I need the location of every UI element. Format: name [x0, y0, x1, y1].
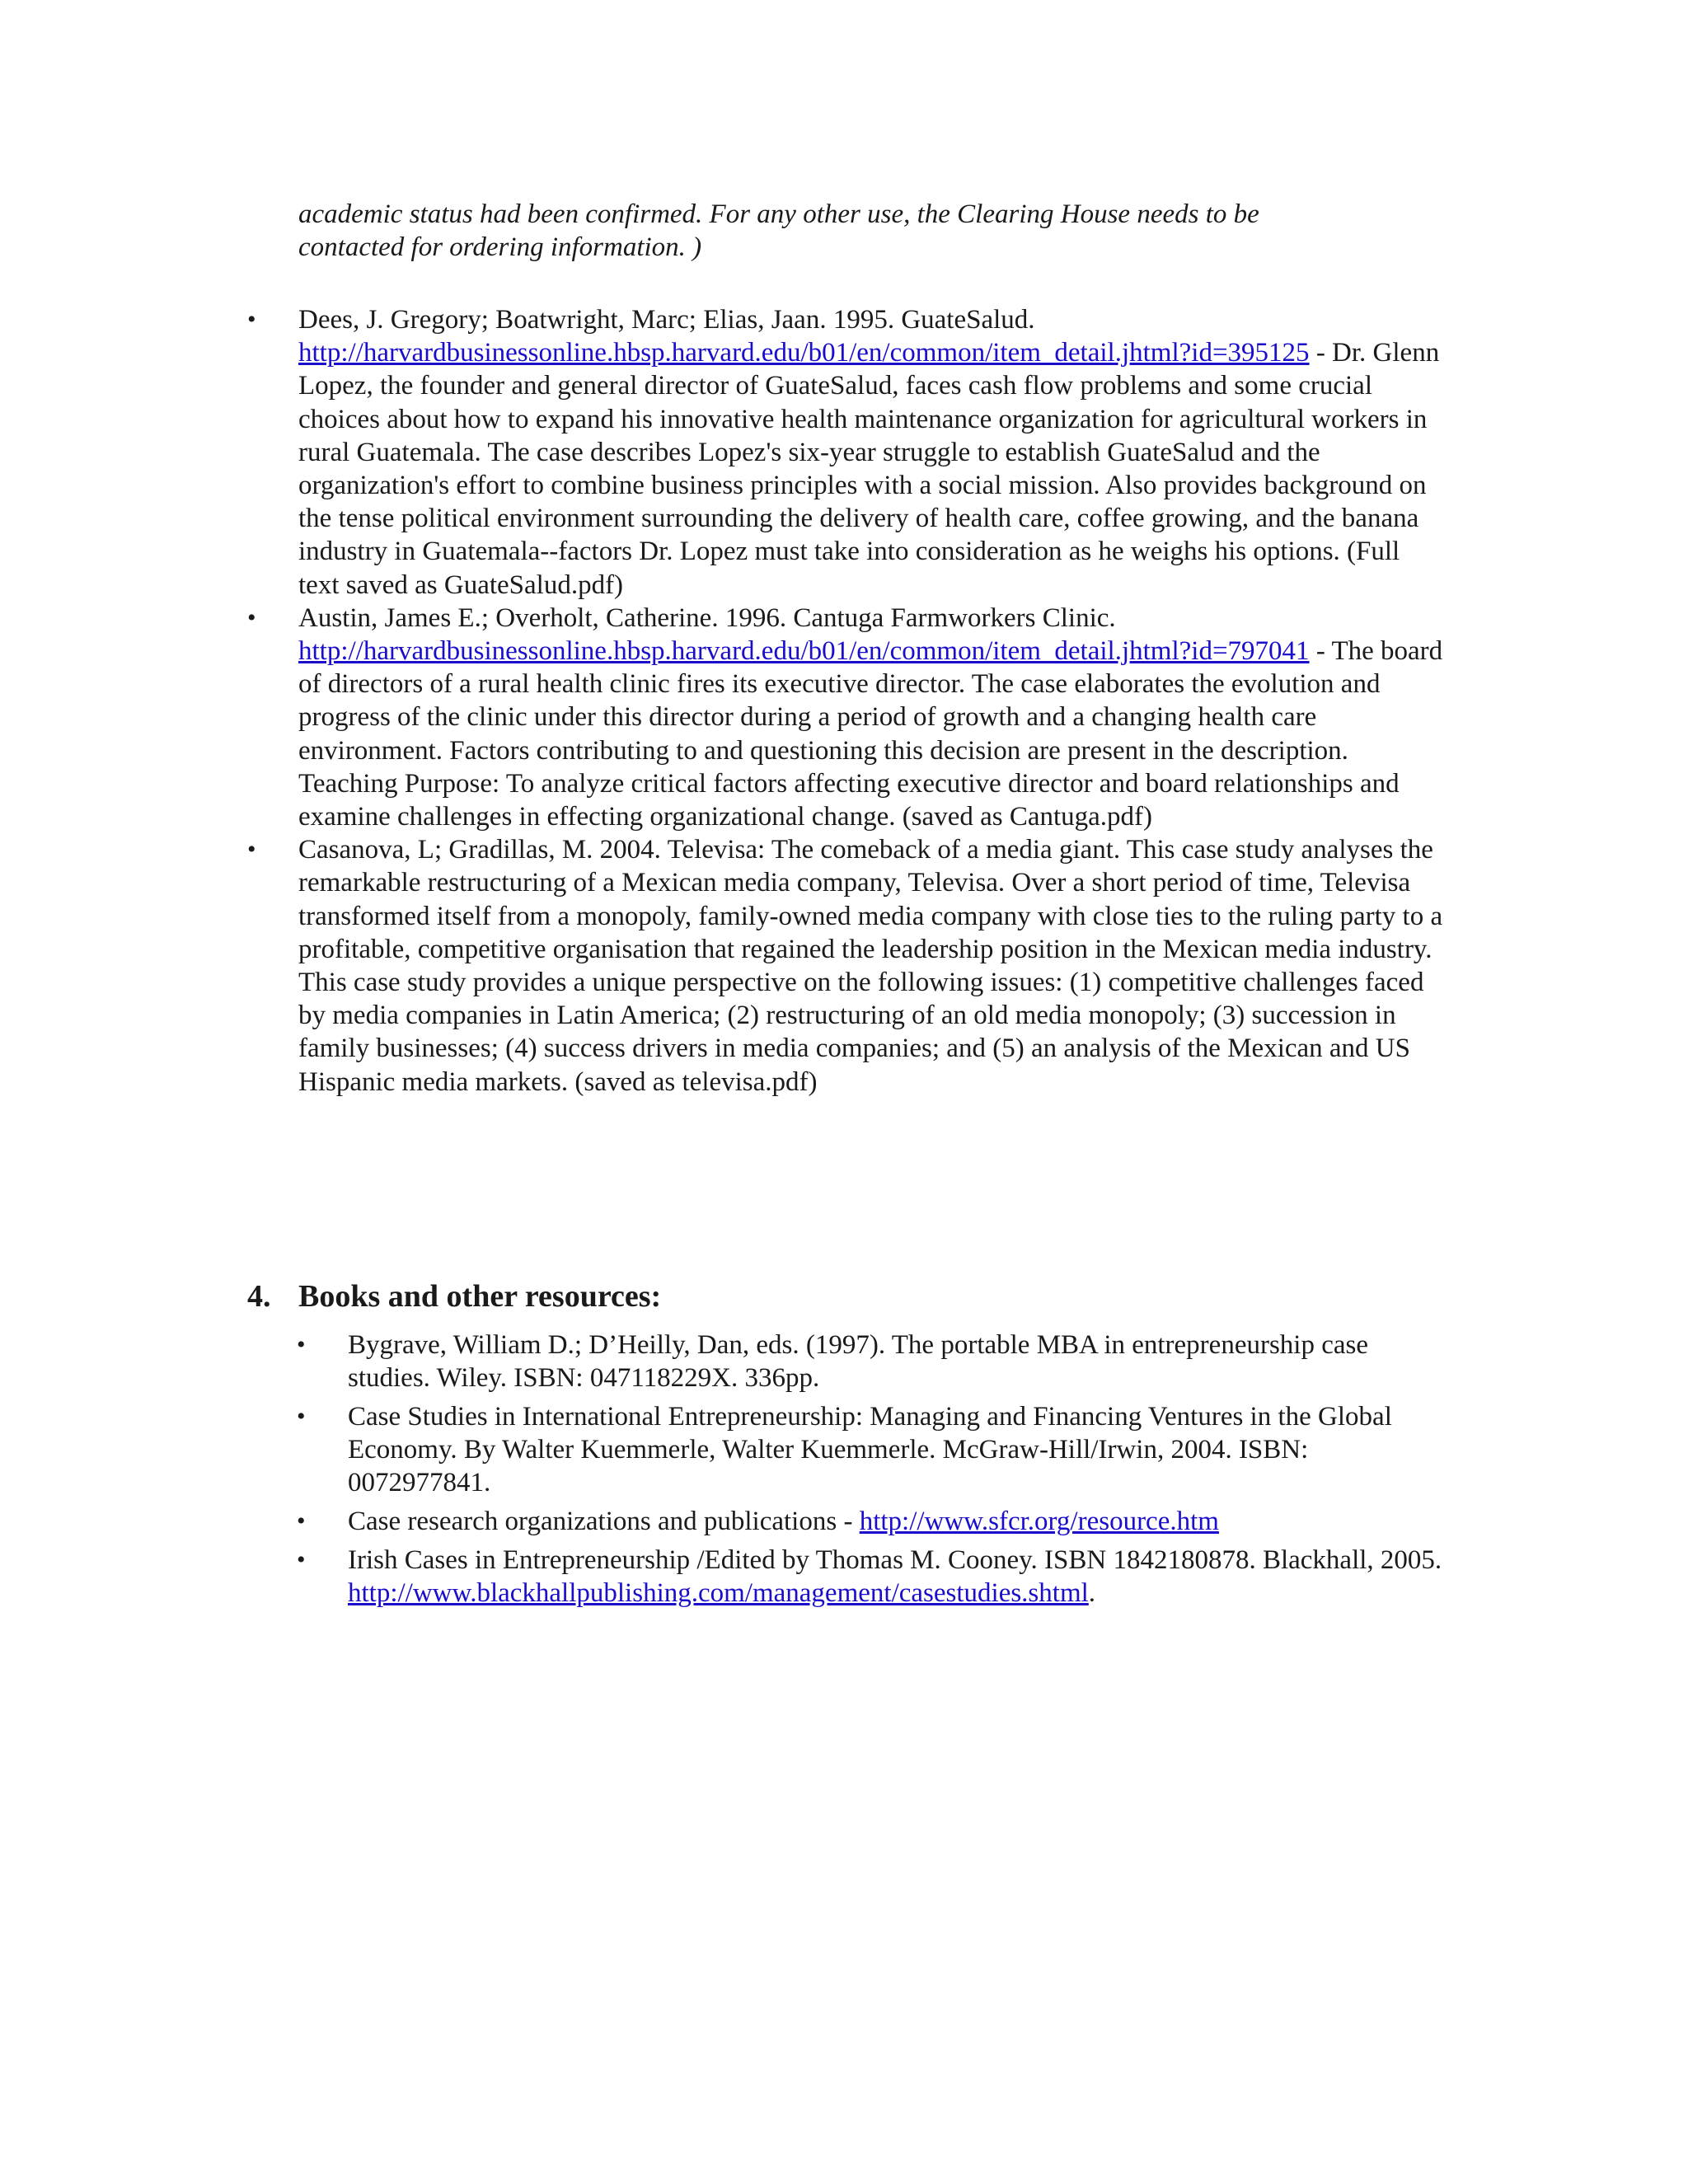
- section-number: 4.: [247, 1279, 271, 1314]
- book-text: Bygrave, William D.; D’Heilly, Dan, eds. (1997). The portable MBA in entrepreneurship case studies. Wiley. ISBN: 047118229X. 336pp.: [348, 1330, 1368, 1393]
- case-item-televisa: [247, 833, 1444, 1099]
- case-list: [247, 303, 1444, 1099]
- bullet-icon: •: [297, 1546, 306, 1573]
- book-item-portable-mba: [297, 1329, 1452, 1394]
- books-list: [297, 1329, 1452, 1615]
- book-item-case-research: [297, 1505, 1452, 1538]
- case-item-guatesalud: [247, 303, 1444, 602]
- section-title: Books and other resources:: [298, 1279, 662, 1314]
- section-heading-books: [247, 1277, 661, 1315]
- case-citation: Casanova, L; Gradillas, M. 2004. Televisa: The comeback of a media giant. This case study analyses the remarkable restructuring of a Mexican media company, Televisa. Over a short period of time, Televisa transformed itself from a monopoly, family-owned media company with close ties to the ruling party to a profitable, competitive organisation that regained the leadership position in the Mexican media industry. This case study provides a unique perspective on the following issues: (1) competitive challenges faced by media companies in Latin America; (2) restructuring of an old media monopoly; (3) succession in family businesses; (4) success drivers in media companies; and (5) an analysis of the Mexican and US Hispanic media markets. (saved as televisa.pdf): [298, 835, 1443, 1097]
- bullet-icon: •: [247, 836, 256, 864]
- bullet-icon: •: [297, 1507, 306, 1535]
- case-description: - The board of directors of a rural health clinic fires its executive director. The case elaborates the evolution and progress of the clinic under this director during a period of growth and a changing health care environment. Factors contributing to and questioning this decision are present in the description. Teaching Purpose: To analyze critical factors affecting executive director and board relationships and examine challenges in effecting organizational change. (saved as Cantuga.pdf): [298, 636, 1443, 832]
- case-link[interactable]: http://harvardbusinessonline.hbsp.harvard.edu/b01/en/common/item_detail.jhtml?id=797041: [298, 636, 1310, 667]
- book-item-irish-cases: [297, 1544, 1452, 1610]
- bullet-icon: •: [247, 603, 256, 631]
- book-text: Case Studies in International Entrepreneurship: Managing and Financing Ventures in the Global Economy. By Walter Kuemmerle, Walter Kuemmerle. McGraw-Hill/Irwin, 2004. ISBN: 0072977841.: [348, 1402, 1392, 1497]
- case-citation: Dees, J. Gregory; Boatwright, Marc; Elias, Jaan. 1995. GuateSalud.: [298, 305, 1035, 335]
- bullet-icon: •: [297, 1403, 306, 1430]
- book-link[interactable]: http://www.blackhallpublishing.com/management/casestudies.shtml: [348, 1578, 1089, 1608]
- case-link[interactable]: http://harvardbusinessonline.hbsp.harvard.edu/b01/en/common/item_detail.jhtml?id=395125: [298, 338, 1310, 368]
- book-text: Irish Cases in Entrepreneurship /Edited by Thomas M. Cooney. ISBN 1842180878. Blackhall, 2005.: [348, 1545, 1442, 1575]
- case-citation: Austin, James E.; Overholt, Catherine. 1996. Cantuga Farmworkers Clinic.: [298, 602, 1116, 633]
- intro-note: [298, 198, 1436, 264]
- book-text: Case research organizations and publications -: [348, 1507, 860, 1536]
- bullet-icon: •: [297, 1331, 306, 1358]
- book-item-international-entrepreneurship: [297, 1400, 1452, 1499]
- intro-line-2: contacted for ordering information. ): [298, 232, 702, 262]
- bullet-icon: •: [247, 306, 256, 333]
- book-link[interactable]: http://www.sfcr.org/resource.htm: [859, 1507, 1219, 1536]
- case-description: - Dr. Glenn Lopez, the founder and general director of GuateSalud, faces cash flow problems and some crucial choices about how to expand his innovative health maintenance organization for agricultural workers in rural Guatemala. The case describes Lopez's six-year struggle to establish GuateSalud and the organization's effort to combine business principles with a social mission. Also provides background on the tense political environment surrounding the delivery of health care, coffee growing, and the banana industry in Guatemala--factors Dr. Lopez must take into consideration as he weighs his options. (Full text saved as GuateSalud.pdf): [298, 338, 1440, 600]
- intro-line-1: academic status had been confirmed. For any other use, the Clearing House needs to be: [298, 199, 1259, 229]
- book-suffix: .: [1088, 1578, 1096, 1608]
- case-item-cantuga: [247, 602, 1444, 833]
